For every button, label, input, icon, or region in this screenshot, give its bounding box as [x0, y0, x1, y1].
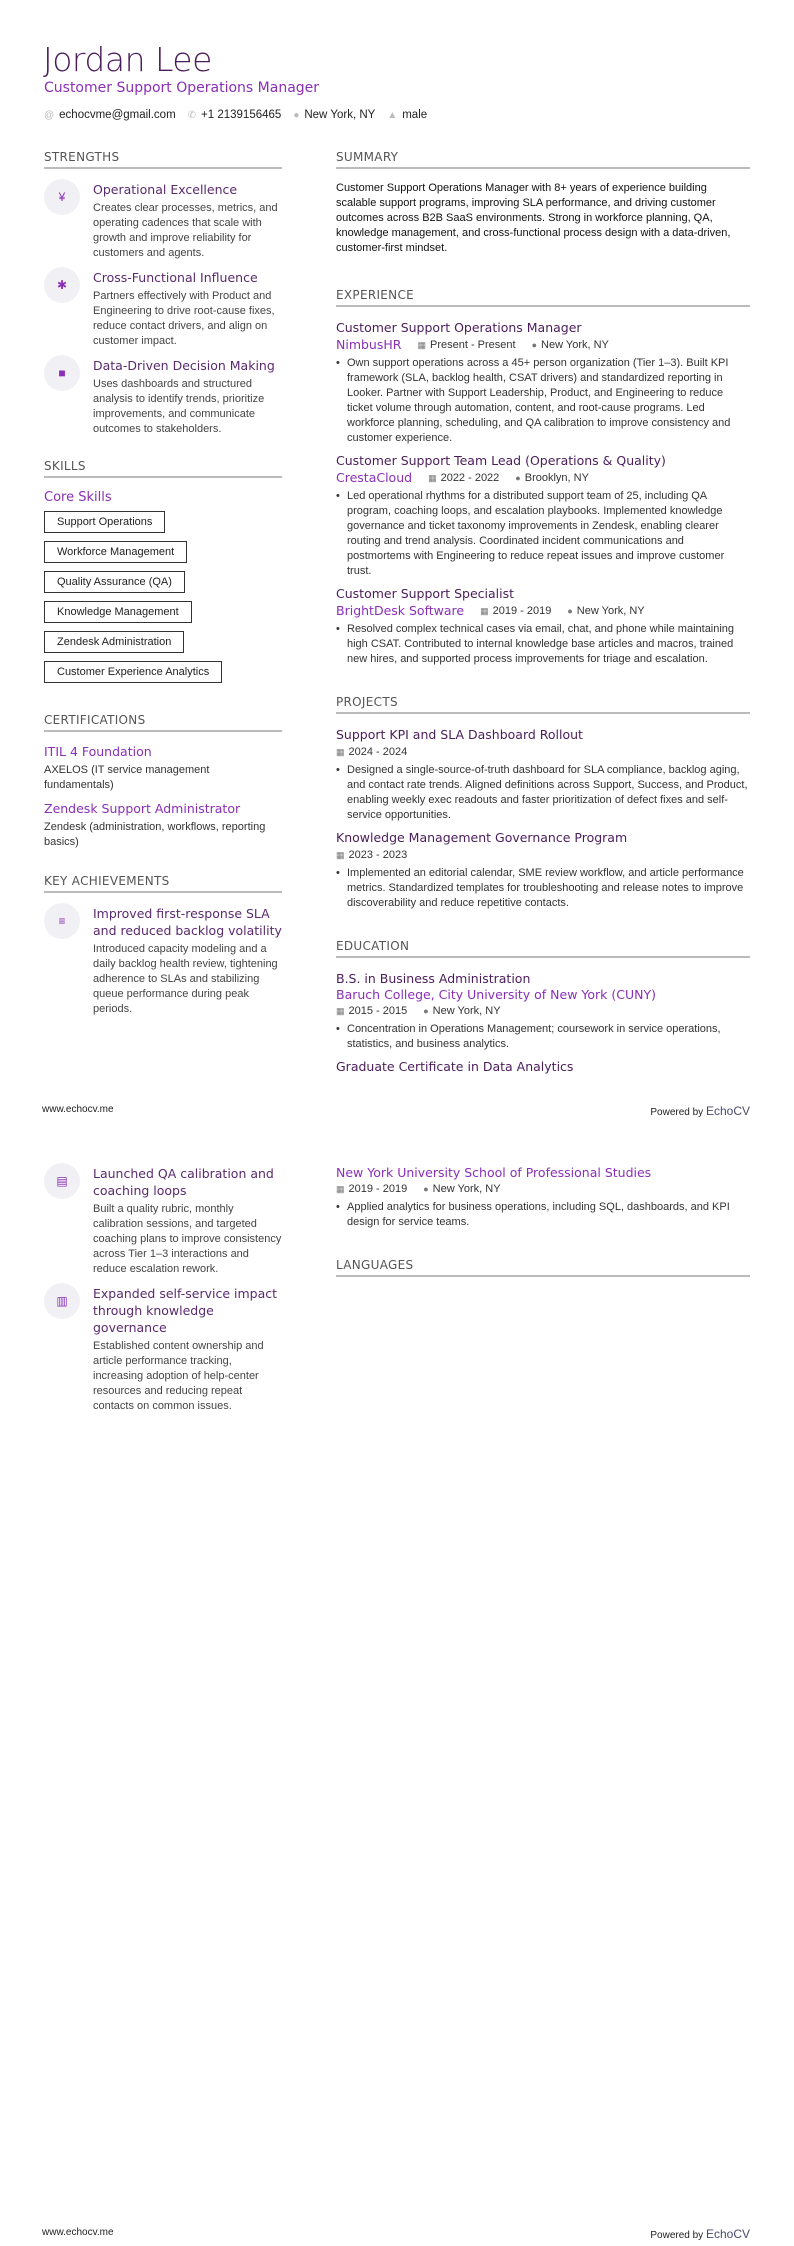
skill-tag: Support Operations [44, 511, 165, 533]
achievement-desc: Introduced capacity modeling and a daily backlog health review, tightening adherence to SLAs and stabilizing queue performance during peak periods. [93, 943, 278, 1015]
achievement-item [44, 1285, 282, 1414]
dates: 2019 - 2019 [492, 605, 552, 617]
strength-title: Data-Driven Decision Making [93, 358, 275, 373]
calendar-icon: ▦ [336, 747, 345, 757]
achievement-title: Improved first-response SLA and reduced backlog volatility [93, 906, 282, 938]
skill-tag: Customer Experience Analytics [44, 661, 222, 683]
project-bullet: • Designed a single-source-of-truth dashboard for SLA compliance, backlog aging, and contact rate trends. Aligned definitions across Support, Success, and Product, enabling weekly exec readouts and faster prioritization of defect fixes and self-service opportunities. [336, 763, 750, 823]
footer-site[interactable]: www.echocv.me [42, 2227, 114, 2238]
at-icon: @ [44, 110, 55, 121]
left-column [44, 150, 282, 1025]
strength-desc: Partners effectively with Product and Engineering to drive root-cause fixes, reduce contact drivers, and align on customer impact. [93, 290, 275, 347]
brand: EchoCV [705, 1104, 750, 1118]
location: New York, NY [304, 109, 376, 121]
job-title: Customer Support Specialist [336, 586, 515, 601]
bug-icon: ✱ [44, 267, 80, 303]
school: Baruch College, City University of New York (CUNY) [336, 987, 657, 1002]
achievement-item [44, 1165, 282, 1277]
skills-heading: SKILLS [44, 459, 282, 478]
dates: 2024 - 2024 [348, 746, 408, 758]
languages-heading: LANGUAGES [336, 1258, 750, 1277]
strength-item [44, 357, 282, 437]
bars-icon: ≡ [44, 903, 80, 939]
cert-title: ITIL 4 Foundation [44, 744, 152, 759]
right-column [336, 150, 750, 1075]
job-title: Customer Support Team Lead (Operations & Quality) [336, 453, 666, 468]
location-icon: ● [515, 473, 521, 483]
contact-row [44, 109, 427, 121]
skills-group: Core Skills [44, 490, 112, 505]
job-bullet: • Own support operations across a 45+ person organization (Tier 1–3). Built KPI framework (SLA, backlog health, CSAT drivers) and standardized reporting in Looker. Partner with Support Leadership, Product, and Engineering to reduce ticket volume through automation, content, and root-cause programs. Led workforce planning, scheduling, and QA calibration to improve consistency and customer experience. [336, 356, 750, 446]
certifications-heading: CERTIFICATIONS [44, 713, 282, 732]
cert-desc: Zendesk (administration, workflows, reporting basics) [44, 821, 266, 848]
strength-item [44, 181, 282, 261]
location: New York, NY [432, 1183, 501, 1195]
location-icon: ● [293, 110, 300, 121]
location: New York, NY [576, 605, 645, 617]
job-title: Customer Support Operations Manager [336, 320, 582, 335]
candidate-name: Jordan Lee [43, 40, 212, 79]
project-title: Knowledge Management Governance Program [336, 830, 628, 845]
achievement-title: Expanded self-service impact through knowledge governance [93, 1286, 278, 1335]
footer-powered[interactable] [650, 2227, 750, 2241]
achievements-heading: KEY ACHIEVEMENTS [44, 874, 282, 893]
degree: B.S. in Business Administration [336, 971, 531, 986]
bookmark-icon: ■ [44, 355, 80, 391]
file-upload-icon: ▥ [44, 1283, 80, 1319]
footer-site[interactable]: www.echocv.me [42, 1104, 114, 1115]
calendar-icon: ▦ [428, 473, 437, 483]
dates: Present - Present [429, 339, 516, 351]
cert-title: Zendesk Support Administrator [44, 801, 241, 816]
company: CrestaCloud [336, 470, 413, 485]
project-bullet: • Implemented an editorial calendar, SME review workflow, and article performance metrics. Standardized templates for troubleshooting and release notes to improve discoverability and reduce repetitive contacts. [336, 866, 750, 911]
achievement-item [44, 905, 282, 1017]
skill-tag: Workforce Management [44, 541, 187, 563]
strength-title: Operational Excellence [93, 182, 238, 197]
calendar-icon: ▦ [417, 340, 426, 350]
location: New York, NY [541, 339, 609, 351]
file-chart-icon: ▤ [44, 1163, 80, 1199]
dates: 2023 - 2023 [348, 849, 408, 861]
job-bullet: • Led operational rhythms for a distributed support team of 25, including QA program, coaching loops, and escalation playbooks. Implemented knowledge governance and ticket taxonomy improvements in Zendesk, enabling clearer routing and trend analysis. Coordinated incident communications and postmortems with Engineering to reduce repeat issues and improve customer trust. [336, 489, 750, 579]
left-column [44, 1165, 282, 1422]
location-icon: ● [567, 606, 573, 616]
project-title: Support KPI and SLA Dashboard Rollout [336, 727, 583, 742]
skill-tag: Knowledge Management [44, 601, 192, 623]
strength-title: Cross-Functional Influence [93, 270, 258, 285]
experience-item [336, 452, 750, 579]
project-item [336, 829, 750, 911]
calendar-icon: ▦ [336, 1184, 345, 1194]
project-item [336, 726, 750, 823]
education-bullet: • Concentration in Operations Management; coursework in service operations, statistics, and business analytics. [336, 1022, 750, 1052]
location: Brooklyn, NY [524, 472, 589, 484]
achievement-title: Launched QA calibration and coaching loops [93, 1166, 274, 1198]
achievement-desc: Established content ownership and article performance tracking, increasing adoption of help-center resources and reducing repeat contacts on common issues. [93, 1340, 264, 1412]
calendar-icon: ▦ [336, 1006, 345, 1016]
experience-item [336, 585, 750, 667]
strength-desc: Creates clear processes, metrics, and operating cadences that scale with growth and improve reliability for customers and agents. [93, 202, 278, 259]
job-bullet: • Resolved complex technical cases via email, chat, and phone while maintaining high CSAT. Contributed to internal knowledge base articles and macros, trained new hires, and supported process improvements for triage and escalation. [336, 622, 750, 667]
strengths-heading: STRENGTHS [44, 150, 282, 169]
strength-item [44, 269, 282, 349]
brand: EchoCV [705, 2227, 750, 2241]
strength-desc: Uses dashboards and structured analysis to identify trends, prioritize improvements, and communicate outcomes to stakeholders. [93, 378, 265, 435]
right-column [336, 1165, 750, 1289]
cert-desc: AXELOS (IT service management fundamentals) [44, 764, 210, 791]
location-icon: ● [423, 1006, 429, 1016]
page-2 [0, 1123, 794, 2246]
degree: Graduate Certificate in Data Analytics [336, 1059, 574, 1074]
education-bullet: • Applied analytics for business operations, including SQL, dashboards, and KPI design for service teams. [336, 1200, 750, 1230]
summary-text: Customer Support Operations Manager with 8+ years of experience building scalable support programs, improving SLA performance, and driving customer outcomes across B2B SaaS environments. Strong in workforce planning, QA, knowledge management, and cross-functional process design with a data-driven, customer-first mindset. [336, 182, 731, 254]
calendar-icon: ▦ [480, 606, 489, 616]
skills-list [44, 511, 282, 691]
location-icon: ● [423, 1184, 429, 1194]
skill-tag: Quality Assurance (QA) [44, 571, 185, 593]
phone-icon: ✆ [187, 110, 197, 121]
experience-heading: EXPERIENCE [336, 288, 750, 307]
school: New York University School of Professional Studies [336, 1165, 652, 1180]
phone[interactable]: +1 2139156465 [201, 109, 282, 121]
summary-heading: SUMMARY [336, 150, 750, 169]
calendar-icon: ▦ [336, 850, 345, 860]
footer-powered[interactable] [650, 1104, 750, 1118]
dates: 2022 - 2022 [440, 472, 500, 484]
user-icon: ▲ [387, 110, 398, 121]
powered-label: Powered by [650, 2230, 704, 2241]
email[interactable]: echocvme@gmail.com [59, 109, 176, 121]
dates: 2019 - 2019 [348, 1183, 408, 1195]
achievement-desc: Built a quality rubric, monthly calibration sessions, and targeted coaching plans to improve consistency across Tier 1–3 interactions and reduce escalation rework. [93, 1203, 282, 1275]
skill-tag: Zendesk Administration [44, 631, 184, 653]
projects-heading: PROJECTS [336, 695, 750, 714]
education-item [336, 970, 750, 1052]
dates: 2015 - 2015 [348, 1005, 408, 1017]
education-heading: EDUCATION [336, 939, 750, 958]
location: New York, NY [432, 1005, 501, 1017]
company: BrightDesk Software [336, 603, 465, 618]
powered-label: Powered by [650, 1107, 704, 1118]
location-icon: ● [531, 340, 538, 350]
experience-item [336, 319, 750, 446]
coin-icon: ¥ [44, 179, 80, 215]
candidate-title: Customer Support Operations Manager [44, 80, 320, 96]
company: NimbusHR [336, 337, 402, 352]
gender: male [402, 109, 428, 121]
